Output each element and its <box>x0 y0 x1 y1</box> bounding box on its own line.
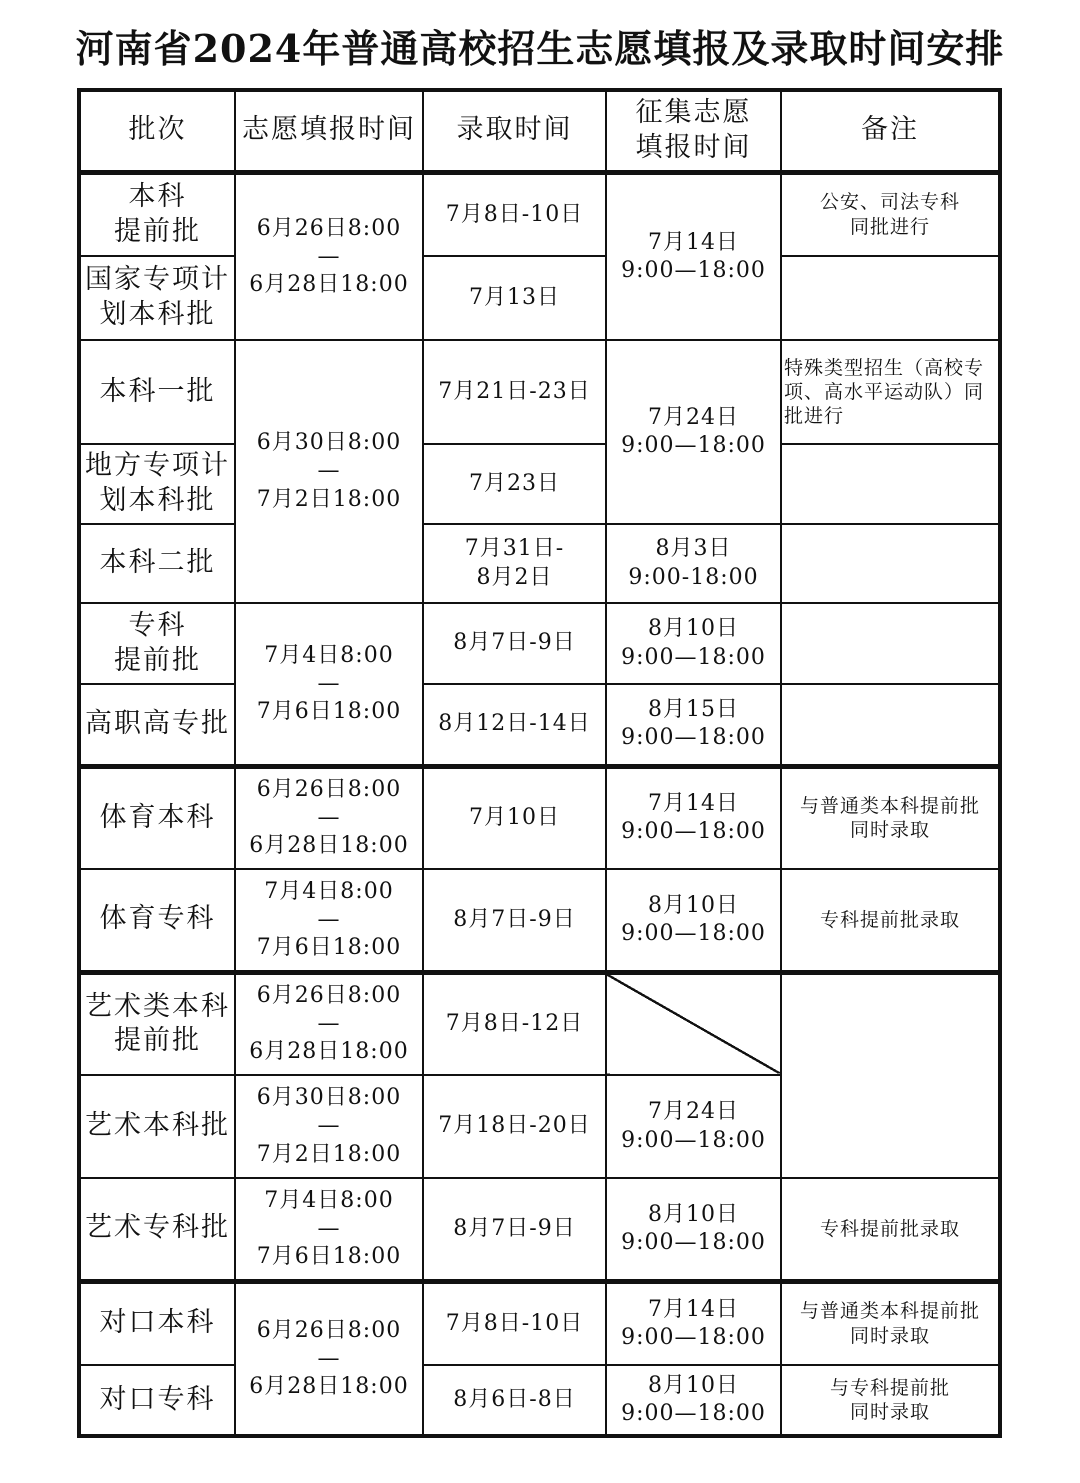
header-admit-time: 录取时间 <box>423 90 606 172</box>
batch-cell: 本科 提前批 <box>79 172 235 256</box>
admit-time-cell: 8月7日-9日 <box>423 603 606 684</box>
admit-time-cell: 8月7日-9日 <box>423 869 606 972</box>
note-cell <box>781 444 1000 524</box>
apply-time-cell: 6月30日8:00 — 7月2日18:00 <box>235 340 423 603</box>
table-row <box>79 444 1000 524</box>
batch-cell: 对口本科 <box>79 1281 235 1365</box>
table-row <box>79 524 1000 603</box>
note-cell: 与专科提前批 同时录取 <box>781 1365 1000 1436</box>
header-solicit-time: 征集志愿 填报时间 <box>606 90 781 172</box>
admit-time-cell: 7月10日 <box>423 766 606 869</box>
note-cell: 专科提前批录取 <box>781 1178 1000 1281</box>
batch-cell: 体育本科 <box>79 766 235 869</box>
table-row <box>79 603 1000 684</box>
solicit-time-cell: 8月10日 9:00—18:00 <box>606 603 781 684</box>
admit-time-cell: 7月23日 <box>423 444 606 524</box>
table-row <box>79 1281 1000 1365</box>
solicit-time-cell: 7月14日 9:00—18:00 <box>606 172 781 340</box>
table-row <box>79 869 1000 972</box>
solicit-time-cell: 8月10日 9:00—18:00 <box>606 1178 781 1281</box>
table-row <box>79 1365 1000 1436</box>
admit-time-cell: 7月31日- 8月2日 <box>423 524 606 603</box>
note-cell <box>781 972 1000 1178</box>
apply-time-cell: 6月26日8:00 — 6月28日18:00 <box>235 172 423 340</box>
admit-time-cell: 7月8日-10日 <box>423 172 606 256</box>
table-row <box>79 1178 1000 1281</box>
solicit-time-cell: 7月14日 9:00—18:00 <box>606 766 781 869</box>
note-cell: 与普通类本科提前批 同时录取 <box>781 766 1000 869</box>
table-row <box>79 766 1000 869</box>
table-row <box>79 684 1000 766</box>
note-cell <box>781 684 1000 766</box>
apply-time-cell: 7月4日8:00 — 7月6日18:00 <box>235 603 423 766</box>
admit-time-cell: 8月7日-9日 <box>423 1178 606 1281</box>
table-row <box>79 256 1000 340</box>
apply-time-cell: 6月26日8:00 — 6月28日18:00 <box>235 766 423 869</box>
batch-cell: 国家专项计 划本科批 <box>79 256 235 340</box>
batch-cell: 专科 提前批 <box>79 603 235 684</box>
admit-time-cell: 7月8日-12日 <box>423 972 606 1075</box>
page-title: 河南省2024年普通高校招生志愿填报及录取时间安排 <box>75 26 1005 71</box>
admit-time-cell: 8月12日-14日 <box>423 684 606 766</box>
solicit-time-cell-empty <box>606 972 781 1075</box>
admit-time-cell: 7月18日-20日 <box>423 1075 606 1178</box>
batch-cell: 艺术专科批 <box>79 1178 235 1281</box>
batch-cell: 艺术本科批 <box>79 1075 235 1178</box>
group-vocational <box>79 1281 1000 1436</box>
apply-time-cell: 6月26日8:00 — 6月28日18:00 <box>235 1281 423 1436</box>
apply-time-cell: 6月30日8:00 — 7月2日18:00 <box>235 1075 423 1178</box>
header-batch: 批次 <box>79 90 235 172</box>
batch-cell: 本科二批 <box>79 524 235 603</box>
apply-time-cell: 7月4日8:00 — 7月6日18:00 <box>235 869 423 972</box>
batch-cell: 艺术类本科 提前批 <box>79 972 235 1075</box>
solicit-time-cell: 8月10日 9:00—18:00 <box>606 1365 781 1436</box>
note-cell <box>781 603 1000 684</box>
batch-cell: 体育专科 <box>79 869 235 972</box>
apply-time-cell: 7月4日8:00 — 7月6日18:00 <box>235 1178 423 1281</box>
group-sports <box>79 766 1000 972</box>
header-row <box>79 90 1000 172</box>
solicit-time-cell: 7月24日 9:00—18:00 <box>606 1075 781 1178</box>
header-note: 备注 <box>781 90 1000 172</box>
note-cell: 公安、司法专科 同批进行 <box>781 172 1000 256</box>
solicit-time-cell: 8月10日 9:00—18:00 <box>606 869 781 972</box>
table-row <box>79 340 1000 444</box>
note-cell <box>781 524 1000 603</box>
solicit-time-cell: 8月15日 9:00—18:00 <box>606 684 781 766</box>
batch-cell: 地方专项计 划本科批 <box>79 444 235 524</box>
batch-cell: 本科一批 <box>79 340 235 444</box>
batch-cell: 高职高专批 <box>79 684 235 766</box>
admit-time-cell: 7月21日-23日 <box>423 340 606 444</box>
apply-time-cell: 6月26日8:00 — 6月28日18:00 <box>235 972 423 1075</box>
note-cell <box>781 256 1000 340</box>
solicit-time-cell: 7月14日 9:00—18:00 <box>606 1281 781 1365</box>
group-regular-undergrad <box>79 172 1000 766</box>
admit-time-cell: 7月13日 <box>423 256 606 340</box>
admit-time-cell: 7月8日-10日 <box>423 1281 606 1365</box>
group-arts <box>79 972 1000 1281</box>
note-cell: 与普通类本科提前批 同时录取 <box>781 1281 1000 1365</box>
solicit-time-cell: 7月24日 9:00—18:00 <box>606 340 781 524</box>
note-cell: 特殊类型招生（高校专项、高水平运动队）同批进行 <box>781 340 1000 444</box>
schedule-table <box>77 88 1002 1438</box>
table-row <box>79 172 1000 256</box>
table-row <box>79 972 1000 1075</box>
admit-time-cell: 8月6日-8日 <box>423 1365 606 1436</box>
batch-cell: 对口专科 <box>79 1365 235 1436</box>
header-apply-time: 志愿填报时间 <box>235 90 423 172</box>
note-cell: 专科提前批录取 <box>781 869 1000 972</box>
solicit-time-cell: 8月3日 9:00-18:00 <box>606 524 781 603</box>
